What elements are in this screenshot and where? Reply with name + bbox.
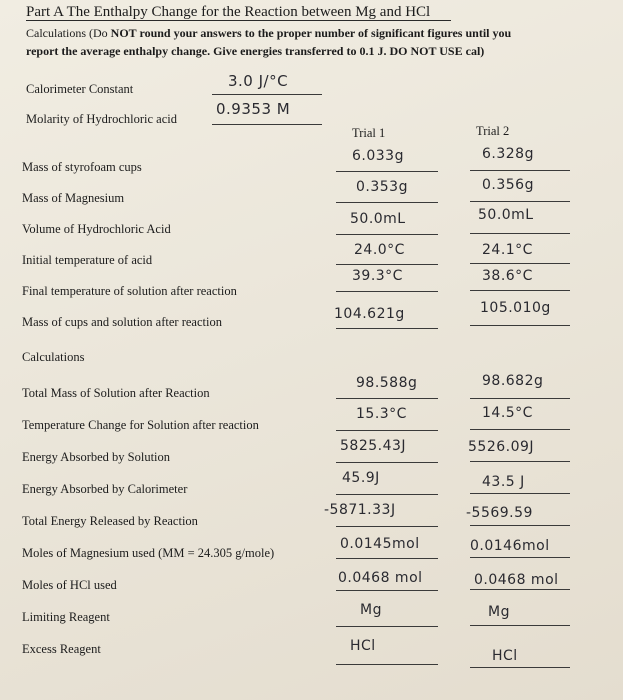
instructions-prefix: Calculations (Do [26, 26, 111, 40]
calorimeter-constant-line [212, 94, 322, 95]
trial-1-line [336, 430, 438, 431]
trial-2-line [470, 170, 570, 171]
trial-2-line [470, 201, 570, 202]
row-label: Mass of styrofoam cups [22, 160, 142, 174]
instructions-line-1 [26, 26, 511, 41]
trial-2-line [470, 429, 570, 430]
row-label: Total Mass of Solution after Reaction [22, 386, 210, 400]
trial-2-line [470, 667, 570, 668]
trial-2-line [470, 557, 570, 558]
trial-2-value: 0.0468 mol [474, 572, 559, 588]
trial-2-value: HCl [492, 648, 518, 664]
trial-2-value: 24.1°C [482, 242, 533, 258]
title-underline [26, 20, 451, 21]
trial-2-value: 14.5°C [482, 405, 533, 421]
calculations-heading: Calculations [22, 350, 85, 364]
page-title: Part A The Enthalpy Change for the Reaction between Mg and HCl [26, 4, 431, 20]
row-label: Moles of HCl used [22, 578, 117, 592]
row-label: Mass of cups and solution after reaction [22, 315, 222, 329]
trial-1-value: 0.0468 mol [338, 570, 423, 586]
trial-1-value: 39.3°C [352, 268, 403, 284]
row-label: Final temperature of solution after reaction [22, 284, 237, 298]
trial-1-line [336, 526, 438, 527]
trial-2-value: 0.0146mol [470, 538, 550, 554]
trial-2-value: 38.6°C [482, 268, 533, 284]
trial-2-line [470, 233, 570, 234]
trial-2-value: 6.328g [482, 146, 534, 162]
trial-2-line [470, 461, 570, 462]
trial-2-line [470, 263, 570, 264]
molarity-label: Molarity of Hydrochloric acid [26, 112, 177, 126]
row-label: Moles of Magnesium used (MM = 24.305 g/mole) [22, 546, 275, 560]
row-label: Initial temperature of acid [22, 253, 153, 267]
trial-1-line [336, 398, 438, 399]
calorimeter-constant-label: Calorimeter Constant [26, 82, 134, 96]
trial-1-value: 0.0145mol [340, 536, 420, 552]
trial-2-header: Trial 2 [476, 124, 510, 138]
row-label: Total Energy Released by Reaction [22, 514, 198, 528]
row-label: Temperature Change for Solution after reaction [22, 418, 259, 432]
row-label: Energy Absorbed by Solution [22, 450, 171, 464]
trial-2-value: 50.0mL [478, 207, 534, 223]
row-label: Limiting Reagent [22, 610, 110, 624]
trial-1-line [336, 202, 438, 203]
trial-2-value: 105.010g [480, 300, 551, 316]
trial-2-value: 5526.09J [468, 439, 535, 455]
trial-2-value: 43.5 J [482, 474, 525, 490]
trial-2-line [470, 493, 570, 494]
trial-2-line [470, 625, 570, 626]
molarity-value: 0.9353 M [216, 100, 291, 118]
trial-1-line [336, 590, 438, 591]
trial-1-value: 0.353g [356, 179, 408, 195]
molarity-line [212, 124, 322, 125]
trial-1-line [336, 234, 438, 235]
trial-2-value: 98.682g [482, 373, 544, 389]
trial-2-value: -5569.59 [466, 505, 533, 521]
trial-1-line [336, 171, 438, 172]
row-label: Mass of Magnesium [22, 191, 125, 205]
trial-1-value: 5825.43J [340, 438, 407, 454]
trial-1-value: HCl [350, 638, 376, 654]
trial-1-header: Trial 1 [352, 126, 386, 140]
instructions-suffix: round your answers to the proper number of significant figures until you [136, 26, 512, 40]
trial-1-value: 50.0mL [350, 211, 406, 227]
trial-1-value: 24.0°C [354, 242, 405, 258]
trial-1-line [336, 664, 438, 665]
row-label: Volume of Hydrochloric Acid [22, 222, 171, 236]
trial-2-line [470, 290, 570, 291]
trial-1-line [336, 291, 438, 292]
trial-1-value: Mg [360, 602, 382, 618]
trial-1-value: -5871.33J [324, 502, 396, 518]
trial-1-line [336, 328, 438, 329]
trial-2-line [470, 398, 570, 399]
trial-1-line [336, 626, 438, 627]
instructions-not: NOT [110, 26, 137, 40]
trial-1-value: 104.621g [334, 306, 405, 322]
trial-1-line [336, 462, 438, 463]
row-label: Energy Absorbed by Calorimeter [22, 482, 188, 496]
trial-2-line [470, 325, 570, 326]
trial-2-line [470, 589, 570, 590]
trial-1-line [336, 264, 438, 265]
trial-1-value: 45.9J [342, 470, 380, 486]
row-label: Excess Reagent [22, 642, 101, 656]
trial-2-value: Mg [488, 604, 510, 620]
trial-1-value: 98.588g [356, 375, 418, 391]
trial-1-value: 6.033g [352, 148, 404, 164]
calorimeter-constant-value: 3.0 J/°C [228, 72, 289, 90]
trial-1-line [336, 494, 438, 495]
trial-2-value: 0.356g [482, 177, 534, 193]
trial-1-line [336, 558, 438, 559]
trial-2-line [470, 525, 570, 526]
instructions-line-2: report the average enthalpy change. Give energies transferred to 0.1 J. DO NOT USE cal) [26, 44, 485, 58]
trial-1-value: 15.3°C [356, 406, 407, 422]
